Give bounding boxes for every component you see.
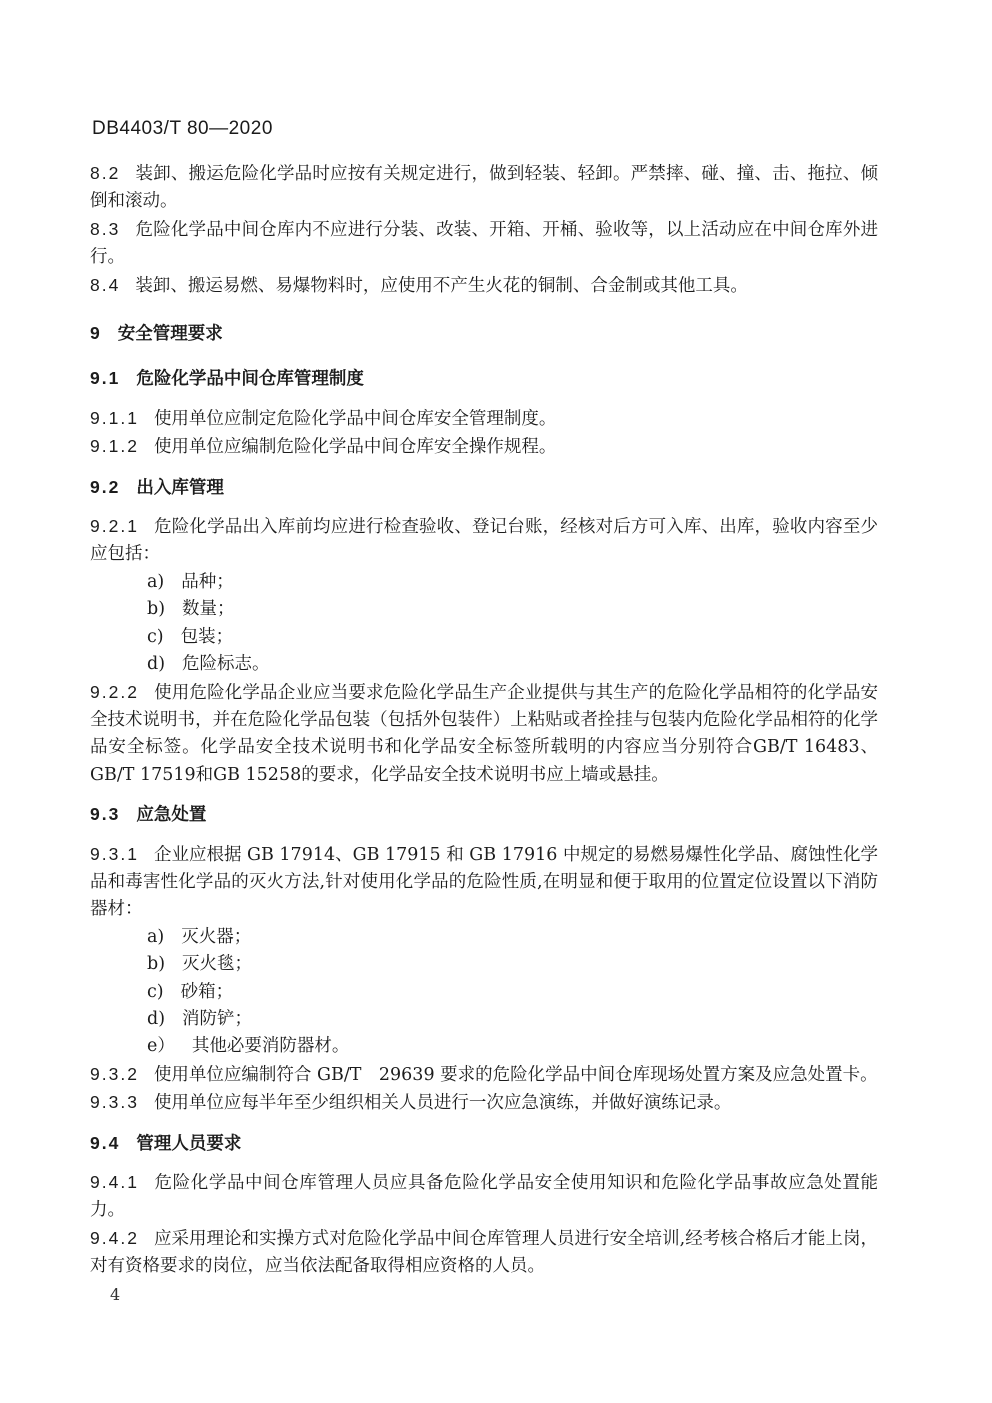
clause-paragraph [90, 272, 878, 300]
clause-number: 9.3 [90, 804, 121, 825]
section-heading-l2 [90, 365, 878, 392]
clause-text: 应采用理论和实操方式对危险化学品中间仓库管理人员进行安全培训,经考核合格后才能上岗，对有资格要求的岗位，应当依法配备取得相应资格的人员。 [90, 1228, 878, 1277]
list-marker: c) [147, 981, 164, 1002]
clause-number: 9.1.1 [90, 407, 139, 428]
clause-text: 管理人员要求 [136, 1132, 242, 1153]
list-marker: d) [147, 1008, 166, 1029]
section-heading-l2 [90, 1130, 878, 1157]
list-marker: d) [147, 654, 166, 675]
clause-text: 危险标志。 [182, 654, 270, 675]
clause-text: 使用单位应编制符合 GB/T 29639 要求的危险化学品中间仓库现场处置方案及应急处置卡。 [153, 1064, 878, 1085]
clause-number: 8.3 [90, 218, 121, 239]
clause-text: 装卸、搬运易燃、易爆物料时，应使用不产生火花的铜制、合金制或其他工具。 [135, 275, 748, 296]
clause-number: 9.1.2 [90, 436, 139, 457]
clause-number: 9.2 [90, 476, 121, 497]
clause-paragraph [90, 433, 878, 461]
list-marker: e） [147, 1036, 175, 1057]
clause-text: 应急处置 [136, 804, 207, 825]
document-body [90, 160, 878, 1281]
clause-text: 品种； [181, 571, 234, 592]
clause-number: 9.4 [90, 1132, 121, 1153]
clause-text: 危险化学品中间仓库管理制度 [136, 368, 364, 389]
list-item [90, 924, 878, 951]
clause-paragraph [90, 216, 878, 272]
list-marker: c) [147, 626, 164, 647]
clause-text: 包装； [180, 626, 234, 647]
list-item [90, 979, 878, 1006]
clause-number: 9.2.1 [90, 516, 139, 537]
list-marker: b) [147, 954, 166, 975]
clause-paragraph [90, 1061, 878, 1089]
page-number: 4 [110, 1285, 121, 1304]
document-header-code: DB4403/T 80—2020 [92, 118, 273, 139]
clause-paragraph [90, 405, 878, 433]
list-marker: a) [147, 926, 165, 947]
clause-text: 使用单位应编制危险化学品中间仓库安全操作规程。 [153, 437, 557, 458]
clause-number: 9.3.3 [90, 1092, 139, 1113]
clause-number: 9.4.1 [90, 1172, 139, 1192]
clause-number: 9.3.1 [90, 843, 139, 864]
clause-number: 9 [90, 323, 102, 344]
clause-text: 其他必要消防器材。 [191, 1036, 350, 1057]
clause-number: 8.4 [90, 274, 121, 295]
list-item [90, 624, 878, 651]
list-marker: b) [147, 599, 166, 620]
section-heading-l2 [90, 474, 878, 501]
clause-text: 灭火器； [181, 926, 252, 947]
clause-text: 消防铲； [182, 1008, 253, 1029]
clause-paragraph [90, 1169, 878, 1225]
clause-number: 9.1 [90, 368, 121, 389]
clause-paragraph [90, 1225, 878, 1281]
clause-number: 8.2 [90, 163, 121, 183]
list-item [90, 651, 878, 678]
clause-text: 危险化学品中间仓库内不应进行分装、改装、开箱、开桶、验收等，以上活动应在中间仓库外进行。 [90, 219, 878, 268]
clause-text: 使用单位应每半年至少组织相关人员进行一次应急演练，并做好演练记录。 [153, 1093, 732, 1114]
section-heading-l1 [90, 320, 878, 347]
list-item [90, 1033, 878, 1060]
clause-text: 数量； [182, 599, 235, 620]
clause-text: 危险化学品中间仓库管理人员应具备危险化学品安全使用知识和危险化学品事故应急处置能力。 [90, 1173, 878, 1221]
clause-text: 装卸、搬运危险化学品时应按有关规定进行，做到轻装、轻卸。严禁摔、碰、撞、击、拖拉、倾倒和滚动。 [90, 164, 878, 212]
clause-paragraph [90, 679, 878, 790]
clause-number: 9.2.2 [90, 681, 139, 702]
clause-paragraph [90, 160, 878, 216]
clause-text: 砂箱； [180, 981, 234, 1002]
section-heading-l2 [90, 801, 878, 828]
list-item [90, 951, 878, 978]
clause-text: 出入库管理 [136, 476, 224, 497]
clause-number: 9.4.2 [90, 1227, 139, 1248]
clause-number: 9.3.2 [90, 1063, 139, 1084]
clause-paragraph [90, 1089, 878, 1117]
clause-text: 使用危险化学品企业应当要求危险化学品生产企业提供与其生产的危险化学品相符的化学品安全技术说明书，并在危险化学品包装（包括外包装件）上粘贴或者拴挂与包装内危险化学品相符的化学品安全标签。化学品安全技术说明书和化学品安全标签所载明的内容应当分别符合GB/T 16483、GB/T 17519和GB 15258的要求，化学品安全技术说明书应上墙或悬挂。 [90, 682, 878, 785]
clause-text: 危险化学品出入库前均应进行检查验收、登记台账，经核对后方可入库、出库，验收内容至少应包括： [90, 517, 878, 565]
list-item [90, 596, 878, 623]
list-item [90, 569, 878, 596]
clause-text: 灭火毯； [182, 954, 253, 975]
list-marker: a) [147, 571, 165, 592]
clause-paragraph [90, 513, 878, 569]
clause-text: 企业应根据 GB 17914、GB 17915 和 GB 17916 中规定的易燃易爆性化学品、腐蚀性化学品和毒害性化学品的灭火方法,针对使用化学品的危险性质,在明显和便于取用的位置定位设置以下消防器材： [90, 844, 878, 920]
clause-text: 安全管理要求 [117, 323, 223, 344]
list-item [90, 1006, 878, 1033]
clause-text: 使用单位应制定危险化学品中间仓库安全管理制度。 [153, 408, 557, 429]
clause-paragraph [90, 841, 878, 924]
